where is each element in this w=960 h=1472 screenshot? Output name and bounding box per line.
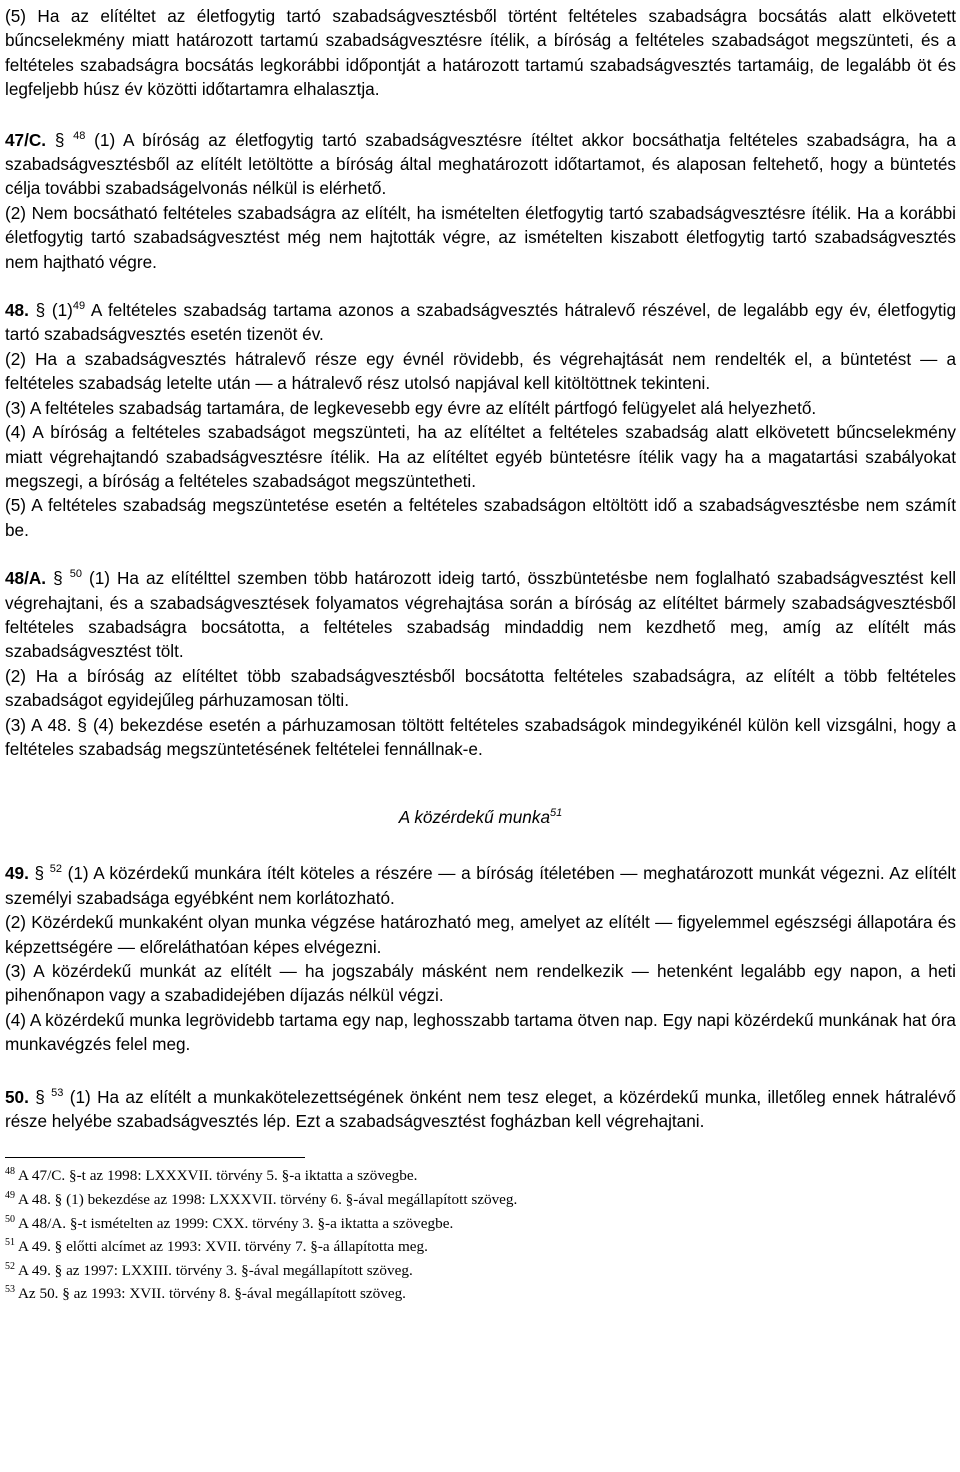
section-sign: § (54, 129, 65, 150)
footnote-divider (5, 1157, 305, 1158)
footnote-ref[interactable]: 52 (49, 863, 62, 876)
section-number: 47/C. (5, 129, 47, 150)
footnote-text: Az 50. § az 1993: XVII. törvény 8. §-ával megállapított szöveg. (17, 1285, 406, 1303)
footnote-number: 50 (5, 1213, 15, 1225)
footnote (5, 1235, 956, 1259)
footnote-ref[interactable]: 48 (73, 129, 86, 142)
section-48-paragraph-1 (5, 298, 956, 347)
footnote-number: 51 (5, 1237, 15, 1249)
section-47c-paragraph-2: (2) Nem bocsátható feltételes szabadságra az elítélt, ha ismételten életfogytig tartó szabadságvesztésre ítélik. Ha a korábbi életfogytig tartó szabadságvesztést még nem hajtották végre, az ismételten kiszabott életfogytig tartó szabadságvesztés nem hajtható végre. (5, 202, 956, 272)
paragraph-text: (1) A közérdekű munkára ítélt köteles a részére — a bíróság ítéletében — meghatározott munkát végezni. Az elítélt személyi szabadsága egyébként nem korlátozható. (5, 863, 957, 908)
subtitle (5, 805, 956, 829)
section-48a-paragraph-3 (5, 713, 956, 762)
footnote-text: A 49. § előtti alcímet az 1993: XVII. törvény 7. §-a állapította meg. (17, 1238, 428, 1256)
footnote-ref[interactable]: 50 (69, 568, 82, 581)
footnote-ref[interactable]: 51 (550, 807, 563, 820)
paragraph-number: (1) (51, 300, 73, 321)
paragraph-text: (1) A bíróság az életfogytig tartó szabadságvesztésre ítéltet akkor bocsáthatja feltételes szabadságra, ha a szabadságvesztésből az elítélt letöltötte a bíróság által meghatározott időtartamot, és alaposan feltehető, hogy a büntetés célja további szabadságelvonás nélkül is elérhető. (5, 129, 956, 199)
section-sign: § (34, 863, 45, 884)
footnote (5, 1212, 956, 1236)
section-number: 48/A. (5, 568, 47, 589)
footnote-ref[interactable]: 49 (72, 300, 86, 313)
section-48a-paragraph-1 (5, 566, 956, 664)
footnote (5, 1164, 956, 1188)
section-47c-paragraph-1 (5, 128, 956, 201)
document-page (5, 4, 956, 1306)
footnote-text: A 47/C. §-t az 1998: LXXXVII. törvény 5. §-a iktatta a szövegbe. (17, 1167, 418, 1185)
section-50-paragraph-1 (5, 1085, 956, 1134)
footnote-ref[interactable]: 53 (51, 1086, 64, 1099)
paragraph-text: (3) A 48. (5, 714, 72, 735)
paragraph-text: (1) Ha az elítélt a munkakötelezettségének önként nem tesz eleget, a közérdekű munka, illetőleg ennek hátralévő része helyébe szabadságvesztés lép. Ezt a szabadságvesztést fogházban kell végrehajtani. (5, 1086, 956, 1132)
section-49-paragraph-1 (5, 861, 956, 910)
paragraph-text: (1) Ha az elítélttel szemben több határozott ideig tartó, összbüntetésbe nem foglalható szabadságvesztést kell végrehajtani, és a szabadságvesztések folyamatos végrehajtása során a bíróság az elítéltet bármely szabadságvesztésből feltételes szabadságra bocsátotta, a feltételes szabadság mindaddig nem kezdhető meg, amíg az elítélt más szabadságvesztést tölt. (5, 568, 957, 662)
section-49-paragraph-3: (3) A közérdekű munkát az elítélt — ha jogszabály másként nem rendelkezik — hetenként legalább egy napon, a heti pihenőnapon vagy a szabadidejében díjazás nélkül végzi. (5, 961, 956, 1006)
subtitle-text: A közérdekű munka (398, 807, 550, 828)
footnote-number: 48 (5, 1166, 15, 1178)
section-48-paragraph-5: (5) A feltételes szabadság megszüntetése esetén a feltételes szabadságon eltöltött idő a szabadságvesztésbe nem számít be. (5, 495, 956, 540)
footnote (5, 1259, 956, 1283)
paragraph-text: (4) bekezdése esetén a párhuzamosan töltött feltételes szabadságok mindegyikénél külön kell vizsgálni, hogy a feltételes szabadság megszüntetésének feltételei fennállnak-e. (5, 714, 957, 759)
section-sign: § (35, 1086, 45, 1107)
section-sign: § (77, 714, 87, 735)
section-number: 50. (5, 1086, 29, 1107)
footnote-text: A 48. § (1) bekezdése az 1998: LXXXVII. törvény 6. §-ával megállapított szöveg. (17, 1191, 518, 1209)
section-48-paragraph-4: (4) A bíróság a feltételes szabadságot megszünteti, ha az elítéltet a feltételes szabadság alatt elkövetett bűncselekmény miatt végrehajtandó szabadságvesztésre ítélik. Ha az elítéltet egyéb büntetésre ítélik vagy ha a magatartási szabályokat megszegi, a bíróság a feltételes szabadságot megszüntetheti. (5, 422, 956, 491)
section-48-paragraph-2: (2) Ha a szabadságvesztés hátralevő része egy évnél rövidebb, és végrehajtását nem rendelték el, a büntetést — a feltételes szabadság letelte után — a hátralevő rész utolsó napjával kell kitöltöttnek tekinteni. (5, 348, 956, 394)
section-49-paragraph-4: (4) A közérdekű munka legrövidebb tartama egy nap, leghosszabb tartama ötven nap. Egy napi közérdekű munkának hat óra munkavégzés felel meg. (5, 1009, 956, 1055)
footnote-number: 49 (5, 1190, 15, 1202)
paragraph-5: (5) Ha az elítéltet az életfogytig tartó szabadságvesztésből történt feltételes szabadságra bocsátás alatt elkövetett bűncselekmény miatt határozott tartamú szabadságvesztésre ítélik, a bíróság a feltételes szabadságot megszünteti, és a feltételes szabadságra bocsátás legkorábbi időpontját a határozott tartamú szabadságvesztés tartamáig, de legalább öt és legfeljebb húsz év közötti időtartamra elhalasztja. (5, 6, 956, 100)
section-49-paragraph-2: (2) Közérdekű munkaként olyan munka végzése határozható meg, amelyet az elítélt — figyelemmel egészségi állapotára és képzettségére — előreláthatóan képes elvégezni. (5, 912, 956, 957)
section-number: 49. (5, 863, 29, 884)
footnote (5, 1282, 956, 1306)
footnote-number: 53 (5, 1284, 15, 1296)
section-sign: § (53, 568, 63, 589)
section-48a-paragraph-2: (2) Ha a bíróság az elítéltet több szabadságvesztésből bocsátotta feltételes szabadságra, az elítélt a több feltételes szabadságot egyidejűleg párhuzamosan tölti. (5, 665, 956, 711)
section-48-paragraph-3: (3) A feltételes szabadság tartamára, de legkevesebb egy évre az elítélt pártfogó felügyelet alá helyezhető. (5, 397, 817, 418)
footnote (5, 1188, 956, 1212)
footnote-number: 52 (5, 1260, 15, 1272)
footnote-text: A 49. § az 1997: LXXIII. törvény 3. §-ával megállapított szöveg. (17, 1261, 413, 1279)
section-sign: § (35, 300, 46, 321)
section-number: 48. (5, 300, 29, 321)
paragraph-text: A feltételes szabadság tartama azonos a szabadságvesztés hátralevő részével, de legalább egy év, életfogytig tartó szabadságvesztés esetén tizenöt év. (5, 300, 957, 345)
footnote-text: A 48/A. §-t ismételten az 1999: CXX. törvény 3. §-a iktatta a szövegbe. (17, 1214, 454, 1232)
